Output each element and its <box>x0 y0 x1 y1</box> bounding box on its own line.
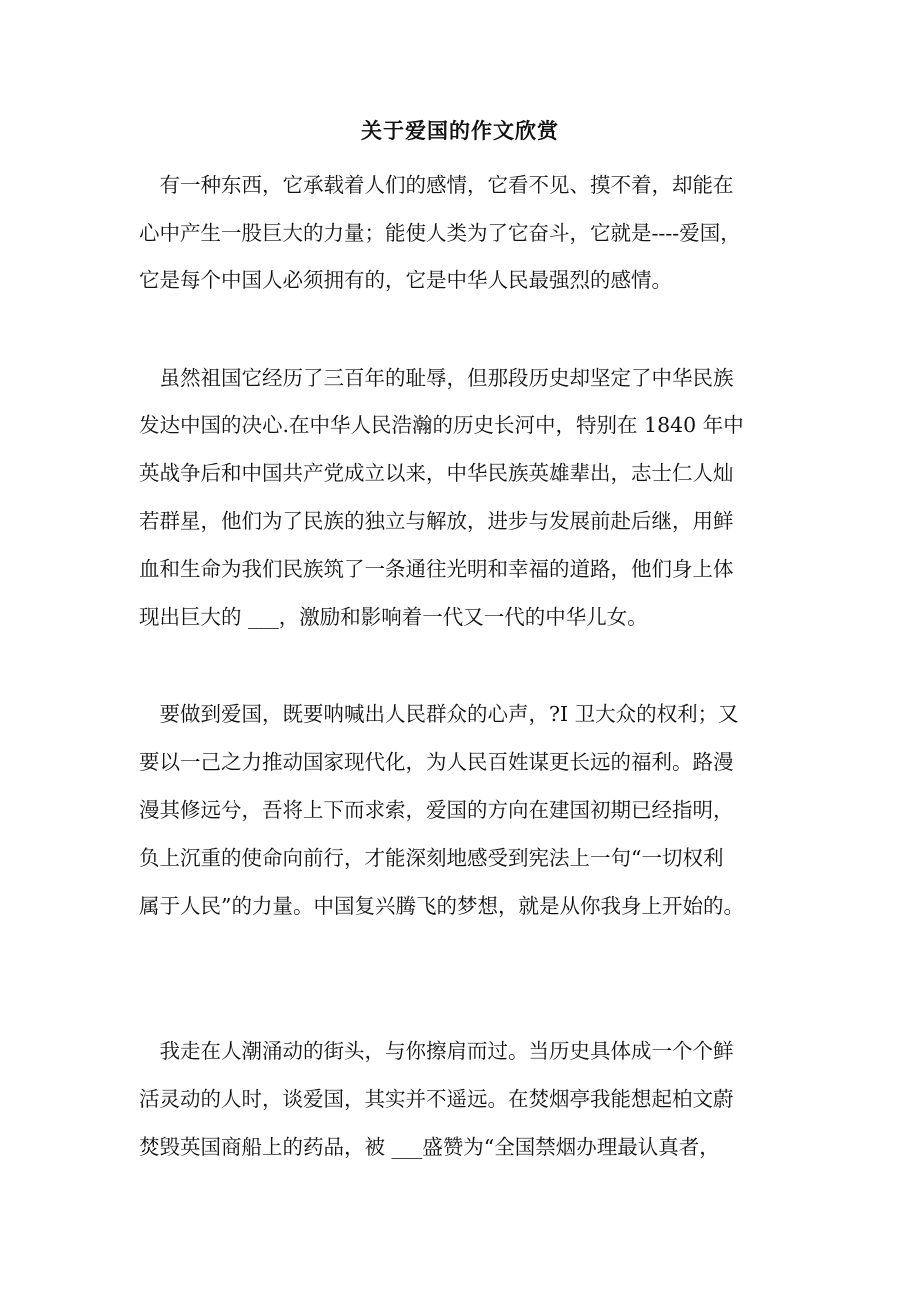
paragraph-3-line-1: 要做到爱国，既要呐喊出人民群众的心声，?I 卫大众的权利；又 <box>139 702 739 726</box>
paragraph-4-line-3: 焚毁英国商船上的药品，被 ___盛赞为“全国禁烟办理最认真者， <box>139 1135 720 1159</box>
paragraph-2-line-2: 发达中国的决心.在中华人民浩瀚的历史长河中，特别在 1840 年中 <box>139 413 744 437</box>
paragraph-2-line-3: 英战争后和中国共产党成立以来，中华民族英雄辈出，志士仁人灿 <box>139 461 734 485</box>
paragraph-3-line-2: 要以一己之力推动国家现代化，为人民百姓谋更长远的福利。路漫 <box>139 750 734 774</box>
paragraph-4-line-1: 我走在人潮涌动的街头，与你擦肩而过。当历史具体成一个个鲜 <box>139 1039 734 1063</box>
paragraph-1-line-3: 它是每个中国人必须拥有的，它是中华人民最强烈的感情。 <box>139 268 672 292</box>
paragraph-3-line-5: 属于人民”的力量。中国复兴腾飞的梦想，就是从你我身上开始的。 <box>139 894 744 918</box>
paragraph-2-line-4: 若群星，他们为了民族的独立与解放，进步与发展前赴后继，用鲜 <box>139 509 734 533</box>
paragraph-3-line-3: 漫其修远兮，吾将上下而求索，爱国的方向在建国初期已经指明， <box>139 798 734 822</box>
paragraph-2-line-5: 血和生命为我们民族筑了一条通往光明和幸福的道路，他们身上体 <box>139 557 734 581</box>
paragraph-1-line-1: 有一种东西，它承载着人们的感情，它看不见、摸不着，却能在 <box>139 173 734 197</box>
paragraph-2-line-1: 虽然祖国它经历了三百年的耻辱，但那段历史却坚定了中华民族 <box>139 366 734 390</box>
paragraph-3-line-4: 负上沉重的使命向前行，才能深刻地感受到宪法上一句“一切权利 <box>139 846 724 870</box>
paragraph-2-line-6: 现出巨大的 ___，激励和影响着一代又一代的中华儿女。 <box>139 605 648 629</box>
paragraph-4-line-2: 活灵动的人时，谈爱国，其实并不遥远。在焚烟亭我能想起柏文蔚 <box>139 1087 734 1111</box>
paragraph-1-line-2: 心中产生一股巨大的力量；能使人类为了它奋斗，它就是----爱国， <box>139 221 741 245</box>
document-title: 关于爱国的作文欣赏 <box>361 118 559 143</box>
